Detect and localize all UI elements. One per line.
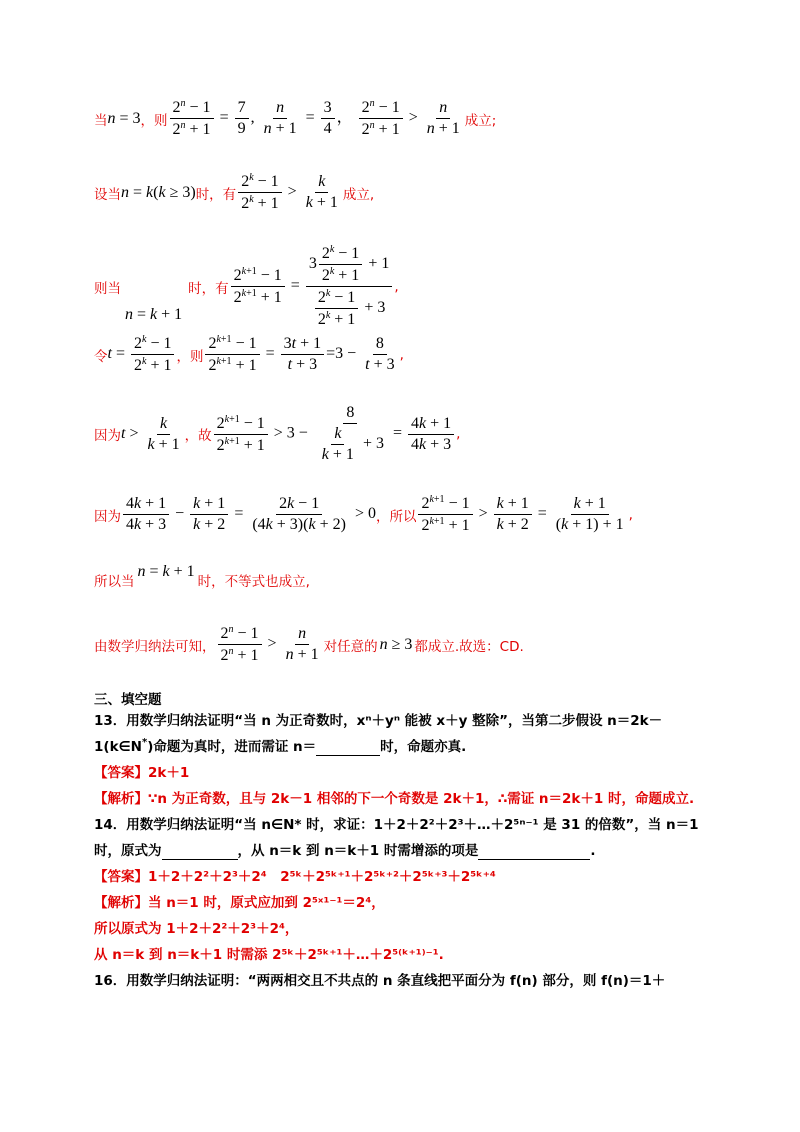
formula: $\frac{2^n - 1}{2^n + 1}$ > $\frac{n}{n + 1}$ [216, 624, 324, 665]
text: ，从 n＝k 到 n＝k＋1 时需增添的项是 [237, 843, 479, 859]
formula: $\frac{2^n - 1}{2^n + 1}$ = $\frac{7}{9}$ , $\frac{n}{n + 1}$ = $\frac{3}{4}$ ， $\frac{2^n - 1}{2^n + 1}$ > $\frac{n}{n + 1}$ [168, 98, 465, 139]
text: 成立, [342, 186, 375, 203]
text: 因为 [94, 428, 121, 444]
text: , [399, 346, 404, 363]
text: 令 [94, 348, 108, 365]
question-14-line-1: 14．用数学归纳法证明“当 n∈N* 时，求证：1＋2＋2²＋2³＋…＋2⁵ⁿ⁻¹ 是 31 的倍数”，当 n＝1 [94, 817, 699, 833]
analysis-text: ∵n 为正奇数，且与 2k－1 相邻的下一个奇数是 2k＋1，∴需证 n＝2k＋1 时，命题成立. [148, 791, 695, 807]
text: 所以当 [94, 574, 135, 590]
text: 都成立.故选：CD. [414, 638, 524, 655]
proof-line-1 [94, 98, 496, 139]
formula: $\frac{2^{k+1} - 1}{2^{k+1} + 1}$ > $\frac{k + 1}{k + 2}$ = $\frac{k + 1}{(k + 1) + 1}$ [416, 494, 628, 535]
answer-label: 【答案】 [94, 765, 148, 781]
text: ，故 [184, 428, 212, 444]
formula: n = 3 [107, 109, 141, 127]
text: 时，原式为 [94, 843, 162, 859]
text: ，则 [176, 348, 204, 365]
text: 成立; [464, 112, 497, 129]
formula: n = k(k ≥ 3) [121, 183, 196, 201]
formula: t = $\frac{2^k - 1}{2^k + 1}$ [108, 334, 177, 375]
question-14-analysis-1 [94, 891, 385, 911]
analysis-text: 当 n＝1 时，原式应加到 2⁵ˣ¹⁻¹＝2⁴， [148, 895, 385, 911]
text: 设当 [94, 186, 121, 203]
text: 时，不等式也成立, [197, 574, 310, 590]
formula: $\frac{4k + 1}{4k + 3}$ − $\frac{k + 1}{k + 2}$ = $\frac{2k - 1}{(4k + 3)(k + 2)}$ > 0 [121, 495, 376, 534]
proof-line-2 [94, 172, 374, 213]
section-title: 三、填空题 [94, 692, 162, 708]
question-14-analysis-3: 从 n＝k 到 n＝k＋1 时需添 2⁵ᵏ＋2⁵ᵏ⁺¹＋…＋2⁵⁽ᵏ⁺¹⁾⁻¹. [94, 947, 444, 963]
text: 则当 [94, 280, 121, 297]
analysis-label: 【解析】 [94, 895, 148, 911]
formula: n ≥ 3 [379, 635, 413, 653]
answer-blank [316, 739, 380, 756]
answer-blank-1 [162, 843, 238, 860]
proof-line-8 [94, 624, 524, 665]
formula: t > $\frac{k}{k + 1}$ [121, 414, 180, 453]
answer-label: 【答案】 [94, 869, 148, 885]
text: 对任意的 [323, 638, 378, 655]
question-16-line-1: 16．用数学归纳法证明：“两两相交且不共点的 n 条直线把平面分为 f(n) 部分，则 f(n)＝1＋ [94, 973, 666, 989]
text: 1(k∈N [94, 739, 142, 755]
formula: $\frac{2^{k+1} - 1}{2^{k+1} + 1}$ > 3 − 8 $\frac{k}{k + 1}$ + 3 = $\frac{4k + 1}{4k + 3}$ [212, 404, 457, 464]
text: 因为 [94, 508, 121, 525]
text: , [456, 426, 461, 442]
text: 时，有 [195, 186, 237, 203]
answer-value: 2k＋1 [148, 765, 190, 781]
formula: $\frac{2^{k+1} - 1}{2^{k+1} + 1}$ = 3 $\frac{2^k - 1}{2^k + 1}$ + 1 $\frac{2^k - 1}{2^k + 1}$ + 3 [229, 244, 395, 329]
question-13-line-2: 1(k∈N*)命题为真时，进而需证 n＝ 时，命题亦真. [94, 737, 467, 755]
formula: n = k + 1 [125, 305, 183, 323]
text: ，则 [140, 112, 168, 129]
formula: $\frac{2^{k+1} - 1}{2^{k+1} + 1}$ = $\frac{3t + 1}{t + 3}$ =3 − $\frac{8}{t + 3}$ [203, 334, 399, 375]
proof-line-5 [94, 404, 460, 464]
formula: $\frac{2^k - 1}{2^k + 1}$ > $\frac{k}{k + 1}$ [236, 172, 343, 213]
question-13-line-1: 13．用数学归纳法证明“当 n 为正奇数时，xⁿ＋yⁿ 能被 x＋y 整除”，当第二步假设 n＝2k－ [94, 713, 663, 729]
question-14-line-2 [94, 839, 596, 860]
proof-line-3 [94, 244, 399, 329]
text: 当 [94, 112, 108, 129]
text: 时，有 [188, 280, 229, 297]
question-13-answer [94, 761, 189, 781]
proof-line-4 [94, 334, 404, 375]
formula: n = k + 1 [137, 563, 195, 580]
text: , [628, 506, 633, 523]
analysis-label: 【解析】 [94, 791, 148, 807]
question-14-analysis-2: 所以原式为 1＋2＋2²＋2³＋2⁴， [94, 921, 299, 937]
text: )命题为真时，进而需证 n＝ [147, 739, 317, 755]
answer-value: 1＋2＋2²＋2³＋2⁴ 2⁵ᵏ＋2⁵ᵏ⁺¹＋2⁵ᵏ⁺²＋2⁵ᵏ⁺³＋2⁵ᵏ⁺⁴ [148, 869, 496, 885]
text: ，所以 [375, 508, 417, 525]
proof-line-6 [94, 494, 633, 535]
answer-blank-2 [478, 843, 590, 860]
question-13-analysis [94, 787, 694, 807]
text: , [394, 278, 399, 295]
text: 由数学归纳法可知， [94, 638, 216, 655]
proof-line-7 [94, 563, 310, 590]
text: . [590, 843, 596, 859]
text: 时，命题亦真. [380, 739, 467, 755]
question-14-answer [94, 865, 496, 885]
